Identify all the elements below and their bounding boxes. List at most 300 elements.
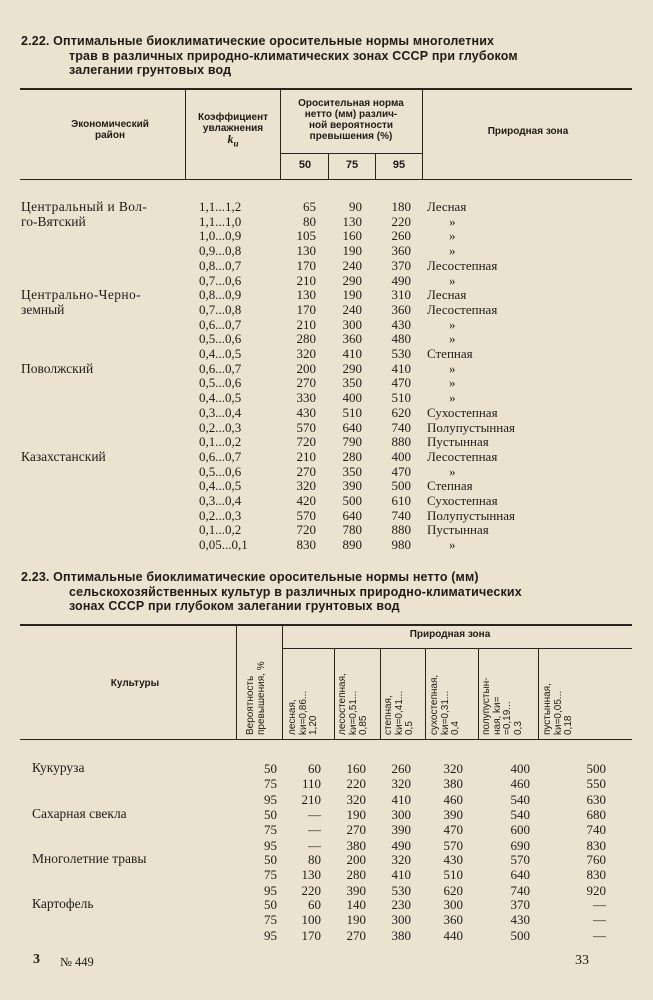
zone-cell: Степная <box>427 346 473 361</box>
p95-cell: 410 <box>391 360 411 376</box>
table1-title-line: залегании грунтовых вод <box>69 63 232 77</box>
header-region-text: Экономический <box>71 119 149 130</box>
coef-cell: 0,1...0,2 <box>199 434 242 450</box>
table2-col-rule <box>236 625 237 740</box>
norm-cell: 830 <box>586 837 606 853</box>
zone-header-line: лесная, <box>287 699 298 735</box>
p95-cell: 980 <box>391 537 411 553</box>
header-norm <box>282 98 420 142</box>
norm-cell: 430 <box>510 912 530 928</box>
norm-cell: 460 <box>510 776 530 792</box>
norm-cell: 320 <box>346 791 366 807</box>
coef-cell: 0,9...0,8 <box>199 243 242 259</box>
p50-cell: 170 <box>296 257 316 273</box>
prob-cell: 50 <box>264 897 277 912</box>
norm-cell: 300 <box>443 897 463 912</box>
zone-header-line: 0,3 <box>512 721 524 735</box>
table1-row <box>0 244 653 259</box>
table2-title-line: 2.23. Оптимальные биоклиматические оросительные нормы нетто (мм) <box>21 570 479 584</box>
norm-cell: 430 <box>443 852 463 867</box>
p50-cell: 720 <box>296 522 316 538</box>
norm-cell: 220 <box>346 776 366 792</box>
p50-cell: 570 <box>296 419 316 435</box>
coef-cell: 0,3...0,4 <box>199 493 242 508</box>
p75-cell: 290 <box>342 272 362 288</box>
table1-row <box>0 391 653 406</box>
zone-header-line: kи=0,51... <box>347 690 359 735</box>
norm-cell: 160 <box>346 761 366 776</box>
table1-top-rule <box>20 88 632 90</box>
table1-row <box>0 435 653 450</box>
table1-row <box>0 465 653 480</box>
prob-cell: 95 <box>264 791 277 807</box>
zone-cell: » <box>449 463 456 479</box>
norm-cell: 60 <box>308 761 321 776</box>
p50-cell: 270 <box>296 375 316 391</box>
norm-cell: 400 <box>510 761 530 776</box>
p50-cell: 320 <box>296 478 316 494</box>
p95-cell: 490 <box>391 272 411 288</box>
p50-cell: 65 <box>303 199 316 214</box>
table1-header-bottom-rule <box>20 179 632 180</box>
table2-title-line: зонах СССР при глубоком залегании грунтовых вод <box>69 599 400 613</box>
p95-cell: 400 <box>391 448 411 464</box>
p95-cell: 430 <box>391 316 411 332</box>
table1-row <box>0 479 653 494</box>
p50-cell: 130 <box>296 243 316 259</box>
norm-cell: 190 <box>346 807 366 822</box>
coef-cell: 1,1...1,2 <box>199 199 242 214</box>
p75-cell: 500 <box>342 493 362 508</box>
p95-cell: 470 <box>391 463 411 479</box>
norm-cell: 320 <box>443 761 463 776</box>
prob-cell: 95 <box>264 837 277 853</box>
coef-cell: 0,7...0,6 <box>199 272 242 288</box>
coef-cell: 0,4...0,5 <box>199 478 242 494</box>
zone-header <box>384 691 416 735</box>
zone-cell: Степная <box>427 478 473 494</box>
table1-row <box>0 215 653 230</box>
norm-cell: — <box>593 927 606 943</box>
norm-cell: 100 <box>301 912 321 928</box>
header-coef-text: увлажнения <box>202 123 264 134</box>
p50-cell: 210 <box>296 448 316 464</box>
p75-cell: 350 <box>342 375 362 391</box>
zone-header <box>288 691 320 735</box>
table1-row <box>0 274 653 289</box>
p95-cell: 880 <box>391 434 411 450</box>
zone-header-line: 0,18 <box>563 715 574 735</box>
norm-cell: 440 <box>443 927 463 943</box>
p50-cell: 570 <box>296 507 316 523</box>
coef-cell: 0,05...0,1 <box>199 537 248 553</box>
p95-cell: 510 <box>391 390 411 406</box>
p50-cell: 200 <box>296 360 316 376</box>
p95-cell: 370 <box>391 257 411 273</box>
table2-col-rule <box>425 648 426 740</box>
coef-cell: 0,2...0,3 <box>199 419 242 435</box>
norm-cell: 390 <box>443 807 463 822</box>
zone-cell: » <box>449 390 456 406</box>
zone-header-line: kи=0,31... <box>439 690 451 735</box>
p95-cell: 530 <box>391 346 411 361</box>
zone-header-line: 0,85 <box>358 715 369 735</box>
prob-cell: 75 <box>264 912 277 928</box>
p50-cell: 130 <box>296 287 316 303</box>
region-name: го-Вятский <box>21 213 86 229</box>
norm-cell: — <box>308 837 321 853</box>
p95-cell: 470 <box>391 375 411 391</box>
p50-cell: 330 <box>296 390 316 406</box>
zone-cell: » <box>449 537 456 553</box>
header-prob-2-text: превышения, % <box>255 661 267 735</box>
table1-row <box>0 494 653 509</box>
header-coef <box>187 112 279 149</box>
norm-cell: 540 <box>510 791 530 807</box>
coef-cell: 0,8...0,9 <box>199 287 242 303</box>
header-crops: Культуры <box>110 678 160 689</box>
header-region-text: район <box>95 130 125 141</box>
norm-cell: 200 <box>346 852 366 867</box>
coef-cell: 0,5...0,6 <box>199 463 242 479</box>
zone-header-line: kи=0,41... <box>393 690 405 735</box>
norm-cell: 690 <box>510 837 530 853</box>
table2-top-rule <box>20 624 632 626</box>
norm-cell: 390 <box>346 882 366 898</box>
table1-row <box>0 538 653 553</box>
prob-cell: 75 <box>264 776 277 792</box>
p50-cell: 210 <box>296 316 316 332</box>
norm-cell: 380 <box>443 776 463 792</box>
coef-cell: 0,5...0,6 <box>199 375 242 391</box>
zone-header-line: лесостепная, <box>337 673 348 735</box>
norm-cell: 740 <box>586 822 606 838</box>
p95-cell: 620 <box>391 404 411 420</box>
table1-row <box>0 332 653 347</box>
norm-cell: 410 <box>391 791 411 807</box>
zone-header-line: степная, <box>383 695 394 735</box>
table1-row <box>0 259 653 274</box>
norm-cell: 390 <box>391 822 411 838</box>
prob-cell: 50 <box>264 807 277 822</box>
table1-col-rule <box>422 89 423 179</box>
norm-cell: 130 <box>301 867 321 883</box>
prob-cell: 75 <box>264 867 277 883</box>
norm-cell: 360 <box>443 912 463 928</box>
norm-cell: 300 <box>391 807 411 822</box>
table1-row <box>0 509 653 524</box>
table1-row <box>0 229 653 244</box>
norm-cell: 620 <box>443 882 463 898</box>
zone-header-line: kи=0,05... <box>552 690 564 735</box>
table1-sub-rule <box>280 153 422 154</box>
p75-cell: 640 <box>342 507 362 523</box>
coef-cell: 0,6...0,7 <box>199 316 242 332</box>
table1-title-line: трав в различных природно-климатических зонах СССР при глубоком <box>69 48 518 63</box>
header-prob-2 <box>246 661 267 735</box>
p50-cell: 105 <box>296 228 316 244</box>
table2-col-rule <box>334 648 335 740</box>
norm-cell: 280 <box>346 867 366 883</box>
norm-cell: 460 <box>443 791 463 807</box>
header-prob-75: 75 <box>345 159 359 171</box>
header-zone-2: Природная зона <box>409 629 491 640</box>
norm-cell: — <box>308 807 321 822</box>
coef-cell: 0,4...0,5 <box>199 390 242 406</box>
p50-cell: 80 <box>303 213 316 229</box>
norm-cell: 630 <box>586 791 606 807</box>
p95-cell: 500 <box>391 478 411 494</box>
zone-cell: » <box>449 375 456 391</box>
norm-cell: — <box>593 912 606 928</box>
p95-cell: 880 <box>391 522 411 538</box>
coef-cell: 0,4...0,5 <box>199 346 242 361</box>
table1-row <box>0 347 653 362</box>
p50-cell: 830 <box>296 537 316 553</box>
zone-cell: Лесная <box>427 199 467 214</box>
norm-cell: 140 <box>346 897 366 912</box>
zone-header-line: 1,20 <box>308 715 319 735</box>
norm-cell: 640 <box>510 867 530 883</box>
region-name: Поволжский <box>21 360 94 376</box>
zone-cell: » <box>449 272 456 288</box>
table1-row <box>0 303 653 318</box>
table2-col-rule <box>380 648 381 740</box>
norm-cell: 210 <box>301 791 321 807</box>
norm-cell: 760 <box>586 852 606 867</box>
norm-cell: 380 <box>346 837 366 853</box>
norm-cell: 260 <box>391 761 411 776</box>
table2-header-bottom-rule <box>20 739 632 740</box>
prob-cell: 50 <box>264 852 277 867</box>
header-coef-text: Коэффициент <box>197 112 269 123</box>
coef-cell: 1,1...1,0 <box>199 213 242 229</box>
p75-cell: 410 <box>342 346 362 361</box>
coef-cell: 0,3...0,4 <box>199 404 242 420</box>
p75-cell: 240 <box>342 301 362 317</box>
table1-row <box>0 406 653 421</box>
signature-mark: 3 <box>33 952 40 967</box>
header-region <box>40 119 180 141</box>
prob-cell: 95 <box>264 927 277 943</box>
table2-title-line: сельскохозяйственных культур в различных природно-климатических <box>69 584 522 599</box>
region-name: Центральный и Вол- <box>21 199 148 214</box>
header-norm-text: ной вероятности <box>308 120 394 131</box>
p75-cell: 240 <box>342 257 362 273</box>
zone-header <box>430 675 462 735</box>
norm-cell: 500 <box>510 927 530 943</box>
p95-cell: 220 <box>391 213 411 229</box>
norm-cell: 530 <box>391 882 411 898</box>
p75-cell: 640 <box>342 419 362 435</box>
header-norm-text: Оросительная норма <box>298 98 404 109</box>
header-prob-2-text: Вероятность <box>245 675 256 735</box>
zone-cell: Сухостепная <box>427 404 498 420</box>
p95-cell: 180 <box>391 199 411 214</box>
zone-cell: » <box>449 213 456 229</box>
norm-cell: 270 <box>346 927 366 943</box>
table1-col-rule <box>280 89 281 179</box>
zone-cell: Пустынная <box>427 522 489 538</box>
p50-cell: 280 <box>296 331 316 347</box>
norm-cell: 230 <box>391 897 411 912</box>
norm-cell: 270 <box>346 822 366 838</box>
p50-cell: 320 <box>296 346 316 361</box>
p75-cell: 130 <box>342 213 362 229</box>
norm-cell: 500 <box>586 761 606 776</box>
p95-cell: 260 <box>391 228 411 244</box>
norm-cell: 570 <box>510 852 530 867</box>
p75-cell: 350 <box>342 463 362 479</box>
table1-row <box>0 318 653 333</box>
norm-cell: 220 <box>301 882 321 898</box>
header-prob-95: 95 <box>392 159 406 171</box>
zone-cell: Полупустынная <box>427 507 516 523</box>
norm-cell: 470 <box>443 822 463 838</box>
norm-cell: 190 <box>346 912 366 928</box>
header-prob-50: 50 <box>298 159 312 171</box>
p75-cell: 90 <box>349 199 362 214</box>
p75-cell: 390 <box>342 478 362 494</box>
norm-cell: 600 <box>510 822 530 838</box>
crop-name: Многолетние травы <box>32 851 147 866</box>
table1-row <box>0 523 653 538</box>
norm-cell: 740 <box>510 882 530 898</box>
p95-cell: 740 <box>391 507 411 523</box>
table2-col-rule <box>282 625 283 740</box>
crop-name: Сахарная свекла <box>32 806 127 821</box>
p75-cell: 280 <box>342 448 362 464</box>
zone-cell: Лесостепная <box>427 448 498 464</box>
zone-header <box>482 677 524 735</box>
zone-header-line: пустынная, <box>542 683 553 735</box>
p95-cell: 360 <box>391 243 411 259</box>
coef-cell: 0,8...0,7 <box>199 257 242 273</box>
crop-name: Кукуруза <box>32 760 85 775</box>
header-norm-text: превышения (%) <box>309 131 393 142</box>
norm-cell: 110 <box>301 776 321 792</box>
region-name: Казахстанский <box>21 448 106 464</box>
coef-cell: 0,6...0,7 <box>199 360 242 376</box>
header-zone: Природная зона <box>487 126 569 137</box>
table2-title <box>21 570 522 614</box>
p75-cell: 780 <box>342 522 362 538</box>
p95-cell: 740 <box>391 419 411 435</box>
prob-cell: 95 <box>264 882 277 898</box>
zone-cell: Полупустынная <box>427 419 516 435</box>
coef-cell: 1,0...0,9 <box>199 228 242 244</box>
table2-col-rule <box>538 648 539 740</box>
region-name: Центрально-Черно- <box>21 287 142 303</box>
zone-header <box>543 683 575 735</box>
p75-cell: 400 <box>342 390 362 406</box>
p50-cell: 720 <box>296 434 316 450</box>
norm-cell: 920 <box>586 882 606 898</box>
zone-cell: Лесостепная <box>427 301 498 317</box>
p50-cell: 270 <box>296 463 316 479</box>
zone-header-line: ная, kи= <box>491 696 503 735</box>
norm-cell: 540 <box>510 807 530 822</box>
zone-cell: » <box>449 316 456 332</box>
norm-cell: 320 <box>391 776 411 792</box>
zone-cell: » <box>449 228 456 244</box>
norm-cell: — <box>593 897 606 912</box>
coef-cell: 0,2...0,3 <box>199 507 242 523</box>
table1-title <box>21 34 518 78</box>
p50-cell: 210 <box>296 272 316 288</box>
coef-cell: 0,1...0,2 <box>199 522 242 538</box>
p50-cell: 420 <box>296 493 316 508</box>
norm-cell: 680 <box>586 807 606 822</box>
p75-cell: 510 <box>342 404 362 420</box>
header-coef-symbol: $k_и$ <box>227 132 239 149</box>
p75-cell: 290 <box>342 360 362 376</box>
coef-cell: 0,5...0,6 <box>199 331 242 347</box>
zone-header-line: 0,5 <box>404 721 415 735</box>
page-number: 33 <box>575 953 589 968</box>
norm-cell: 370 <box>510 897 530 912</box>
p50-cell: 170 <box>296 301 316 317</box>
p75-cell: 190 <box>342 243 362 259</box>
p75-cell: 790 <box>342 434 362 450</box>
norm-cell: 510 <box>443 867 463 883</box>
norm-cell: 380 <box>391 927 411 943</box>
norm-cell: 550 <box>586 776 606 792</box>
crop-name: Картофель <box>32 896 94 911</box>
p95-cell: 310 <box>391 287 411 303</box>
zone-header-line: сухостепная, <box>429 674 440 735</box>
zone-cell: Сухостепная <box>427 493 498 508</box>
coef-cell: 0,6...0,7 <box>199 448 242 464</box>
prob-cell: 50 <box>264 761 277 776</box>
norm-cell: 170 <box>301 927 321 943</box>
header-norm-text: нетто (мм) различ- <box>304 109 398 120</box>
norm-cell: 490 <box>391 837 411 853</box>
order-number: № 449 <box>60 955 94 969</box>
p50-cell: 430 <box>296 404 316 420</box>
p75-cell: 300 <box>342 316 362 332</box>
zone-cell: Лесная <box>427 287 467 303</box>
p95-cell: 480 <box>391 331 411 347</box>
norm-cell: 80 <box>308 852 321 867</box>
zone-header-line: =0,19... <box>502 701 513 735</box>
p75-cell: 360 <box>342 331 362 347</box>
zone-cell: » <box>449 331 456 347</box>
p75-cell: 890 <box>342 537 362 553</box>
zone-header-line: kи=0,86... <box>297 690 309 735</box>
table1-title-line: 2.22. Оптимальные биоклиматические оросительные нормы многолетних <box>21 34 495 48</box>
norm-cell: — <box>308 822 321 838</box>
table1-col-rule <box>185 89 186 179</box>
p75-cell: 190 <box>342 287 362 303</box>
table1-row <box>0 362 653 377</box>
prob-cell: 75 <box>264 822 277 838</box>
region-name: земный <box>21 301 65 317</box>
table1-row <box>0 376 653 391</box>
table2-col-rule <box>478 648 479 740</box>
norm-cell: 570 <box>443 837 463 853</box>
table1-row <box>0 421 653 436</box>
coef-cell: 0,7...0,8 <box>199 301 242 317</box>
zone-cell: » <box>449 243 456 259</box>
zone-cell: » <box>449 360 456 376</box>
p95-cell: 360 <box>391 301 411 317</box>
p75-cell: 160 <box>342 228 362 244</box>
norm-cell: 410 <box>391 867 411 883</box>
zone-cell: Пустынная <box>427 434 489 450</box>
norm-cell: 830 <box>586 867 606 883</box>
zone-cell: Лесостепная <box>427 257 498 273</box>
